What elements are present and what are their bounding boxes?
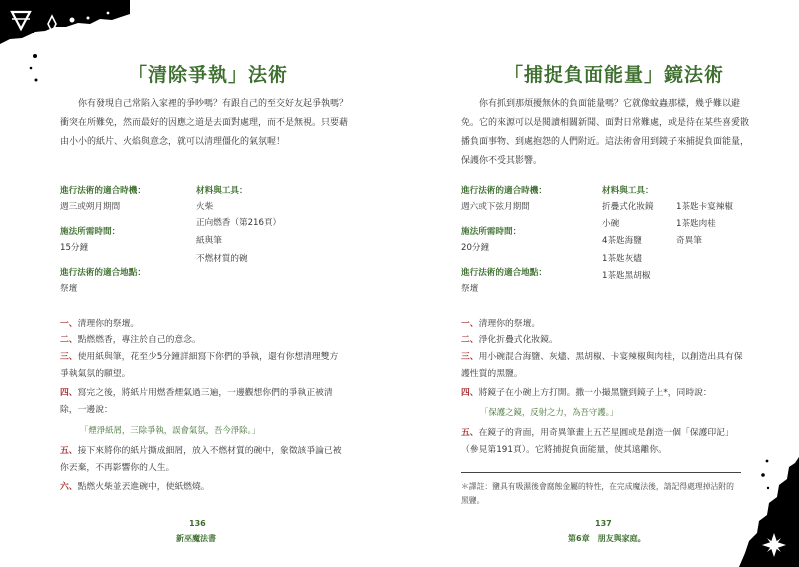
page-number: 137 [595, 519, 612, 528]
step-text: 使用紙與筆，花至少5分鐘詳細寫下你們的爭執，還有你想清理雙方爭執氣氛的願望。 [60, 352, 339, 379]
step-text: 在鏡子的背面，用奇異筆畫上五芒星圓或是創造一個「保護印記」（參見第191頁）。它將捕捉負面能量，使其遠離你。 [461, 428, 734, 455]
material-item: 紙與筆 [196, 236, 222, 246]
duration-value: 20分鐘 [461, 243, 490, 253]
step-item [60, 385, 342, 419]
footnote: ＊譯註：鹽具有吸濕後會腐蝕金屬的特性，在完成魔法後，請記得處理掉沾附的黑鹽。 [461, 482, 734, 505]
step-text: 將鏡子在小碗上方打開。撒一小撮黑鹽到鏡子上*，同時說： [478, 388, 712, 398]
timing-value: 週六或下弦月期間 [461, 202, 530, 212]
step-text: 寫完之後，將紙片用燃香煙氣過三遍，一邊觀想你們的爭執正被清除，一邊說： [60, 388, 333, 415]
location-value: 祭壇 [60, 284, 78, 294]
step-number: 三、 [60, 352, 78, 362]
step-item [461, 385, 751, 402]
material-item: 小碗 [602, 219, 620, 229]
step-item [60, 479, 350, 496]
location-value: 祭壇 [461, 284, 479, 294]
location-label: 進行法術的適合地點： [60, 268, 146, 278]
intro-paragraph: 你有抓到那煩擾無休的負面能量嗎？它就像蚊蟲那樣，幾乎難以避免。它的來源可以是閱讀相關新聞、面對日常難處，或是待在某些喜愛散播負面事物、到處抱怨的人們附近。這法術會用到鏡子來捕捉負面能量，保護你不受其影響。 [461, 99, 750, 166]
incantation: 「煙淨紙屑，三除爭執，誤會氣氛，吾今淨除。」 [80, 425, 261, 435]
step-number: 五、 [60, 446, 78, 456]
timing-value: 週三或朔月期間 [60, 202, 121, 212]
incantation: 「保護之鏡，反射之力，為吾守護。」 [480, 407, 619, 417]
timing-label: 進行法術的適合時機： [60, 186, 146, 196]
step-text: 用小碗混合海鹽、灰燼、黑胡椒、卡宴辣椒與肉桂，以創造出具有保護性質的黑鹽。 [461, 352, 743, 379]
step-number: 二、 [60, 335, 78, 345]
intro-paragraph: 你有發現自己常陷入家裡的爭吵嗎？有跟自己的至交好友起爭執嗎？衝突在所難免，然而最好的因應之道是去面對處理，而不是無視。只要藉由小小的紙片、火焰與意念，就可以清理僵化的氣氛喔！ [60, 99, 349, 147]
material-item: 正向燃香（第216頁） [196, 218, 282, 228]
material-item: 折疊式化妝鏡 [602, 202, 654, 212]
step-number: 二、 [461, 335, 479, 345]
material-item: 1茶匙灰燼 [602, 254, 642, 264]
step-text: 點燃燃香，專注於自己的意念。 [77, 335, 201, 345]
material-item: 奇異筆 [676, 236, 702, 246]
left-page [0, 0, 399, 567]
material-item: 4茶匙海鹽 [602, 236, 642, 246]
step-item [461, 349, 743, 383]
step-text: 清理你的祭壇。 [77, 319, 140, 329]
material-item: 1茶匙黑胡椒 [602, 271, 651, 281]
footnote-divider [461, 472, 741, 473]
step-item [461, 316, 751, 333]
duration-label: 施法所需時間： [60, 227, 121, 237]
step-item [461, 425, 743, 459]
page-title: 「清除爭執」法術 [128, 64, 289, 86]
step-number: 六、 [60, 482, 78, 492]
page-number: 136 [189, 519, 206, 528]
right-page [400, 0, 799, 567]
step-text: 接下來將你的紙片撕成細屑，放入不燃材質的碗中，象徵該爭論已被你丟棄，不再影響你的人生。 [60, 446, 342, 473]
step-number: 一、 [60, 319, 78, 329]
materials-label: 材料與工具： [602, 186, 654, 196]
material-item: 火柴 [196, 202, 214, 212]
step-number: 一、 [461, 319, 479, 329]
running-footer: 新巫魔法書 [176, 534, 216, 543]
timing-label: 進行法術的適合時機： [461, 186, 547, 196]
step-number: 五、 [461, 428, 479, 438]
step-item [461, 332, 751, 349]
step-item [60, 332, 350, 349]
materials-label: 材料與工具： [196, 186, 248, 196]
step-text: 點燃火柴並丟進碗中，使紙燃燒。 [77, 482, 210, 492]
material-item: 不燃材質的碗 [196, 254, 248, 264]
location-label: 進行法術的適合地點： [461, 268, 547, 278]
step-number: 三、 [461, 352, 479, 362]
running-footer: 第6章 朋友與家庭。 [568, 534, 646, 543]
step-item [60, 443, 342, 477]
step-number: 四、 [60, 388, 78, 398]
page-title: 「捕捉負面能量」鏡法術 [504, 64, 725, 86]
material-item: 1茶匙肉桂 [676, 219, 716, 229]
step-item [60, 316, 350, 333]
material-item: 1茶匙卡宴辣椒 [676, 202, 734, 212]
duration-value: 15分鐘 [60, 243, 89, 253]
step-text: 淨化折疊式化妝鏡。 [478, 335, 558, 345]
step-item [60, 349, 342, 383]
step-text: 清理你的祭壇。 [478, 319, 541, 329]
step-number: 四、 [461, 388, 479, 398]
duration-label: 施法所需時間： [461, 227, 522, 237]
